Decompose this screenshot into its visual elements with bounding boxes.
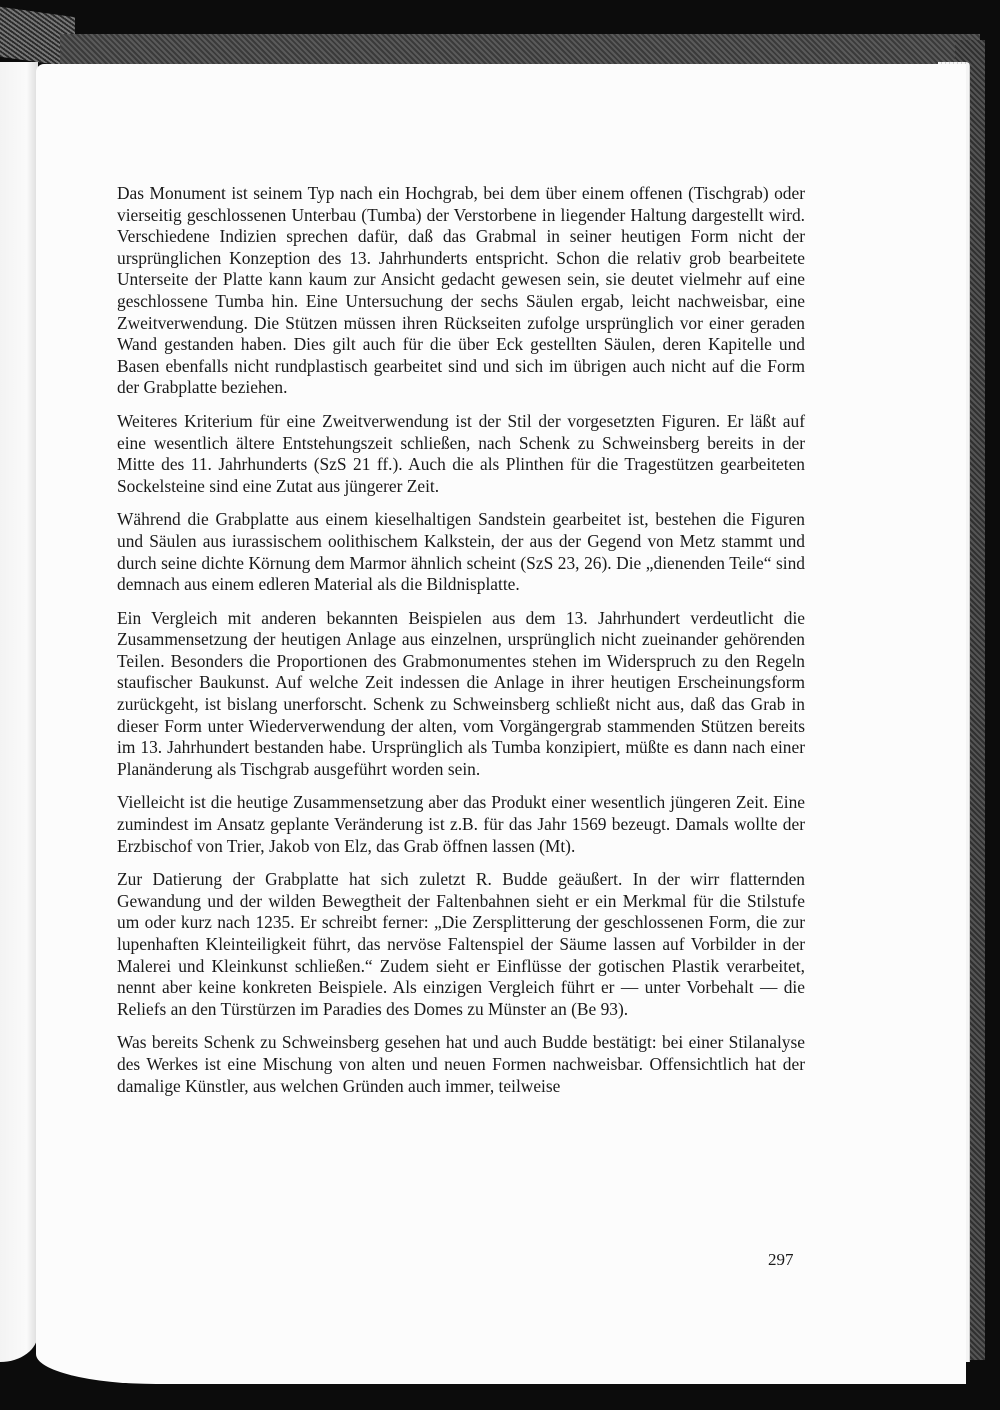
paragraph: Zur Datierung der Grabplatte hat sich zuletzt R. Budde geäußert. In der wirr flatternden Gewandung und der wilden Bewegtheit der Faltenbahnen sieht er ein Merkmal für die Stilstufe um oder kurz nach 1235. Er schreibt ferner: „Die Zersplitterung der geschlossenen Form, die zur lupenhaften Kleinteiligkeit führt, das nervöse Faltenspiel der Säume lassen auf Vorbilder in der Malerei und Kleinkunst schließen.“ Zudem sieht er Einflüsse der gotischen Plastik verarbeitet, nennt aber keine konkreten Beispiele. Als einzigen Vergleich führt er — unter Vorbehalt — die Reliefs an den Türstürzen im Paradies des Domes zu Münster an (Be 93). — [117, 869, 805, 1019]
paragraph: Während die Grabplatte aus einem kieselhaltigen Sandstein gearbeitet ist, bestehen die Figuren und Säulen aus iurassischem oolithischem Kalkstein, der aus der Gegend von Metz stammt und durch seine dichte Körnung dem Marmor ähnlich scheint (SzS 23, 26). Die „dienenden Teile“ sind demnach aus einem edleren Material als die Bildnisplatte. — [117, 509, 805, 595]
paragraph: Das Monument ist seinem Typ nach ein Hochgrab, bei dem über einem offenen (Tischgrab) oder vierseitig geschlossenen Unterbau (Tumba) der Verstorbene in liegender Haltung dargestellt wird. Verschiedene Indizien sprechen dafür, daß das Grabmal in seiner heutigen Form nicht der ursprünglichen Konzeption des 13. Jahrhunderts entspricht. Schon die relativ grob bearbeitete Unterseite der Platte kann kaum zur Ansicht gedacht gewesen sein, sie deutet vielmehr auf eine geschlossene Tumba hin. Eine Untersuchung der sechs Säulen ergab, leicht nachweisbar, eine Zweitverwendung. Die Stützen müssen ihren Rückseiten zufolge ursprünglich vor einer geraden Wand gestanden haben. Dies gilt auch für die über Eck gestellten Säulen, deren Kapitelle und Basen ebenfalls nicht rundplastisch gearbeitet sind und sich im übrigen auch nicht auf die Form der Grabplatte beziehen. — [117, 183, 805, 398]
paragraph: Weiteres Kriterium für eine Zweitverwendung ist der Stil der vorgesetzten Figuren. Er läßt auf eine wesentlich ältere Entstehungszeit schließen, nach Schenk zu Schweinsberg bereits in der Mitte des 11. Jahrhunderts (SzS 21 ff.). Auch die als Plinthen für die Tragestützen gearbeiteten Sockelsteine sind eine Zutat aus jüngerer Zeit. — [117, 410, 805, 496]
paragraph: Ein Vergleich mit anderen bekannten Beispielen aus dem 13. Jahrhundert verdeutlicht die Zusammensetzung der heutigen Anlage aus einzelnen, ursprünglich nicht zueinander gehörenden Teilen. Besonders die Proportionen des Grabmonumentes stehen im Widerspruch zu den Regeln staufischer Baukunst. Auf welche Zeit indessen die Anlage in ihrer heutigen Erscheinungsform zurückgeht, ist bislang unerforscht. Schenk zu Schweinsberg schließt nicht aus, daß das Grab in dieser Form unter Wiederverwendung der alten, vom Vorgängergrab stammenden Stützen bereits im 13. Jahrhundert bestanden habe. Ursprünglich als Tumba konzipiert, müßte es dann nach einer Planänderung als Tischgrab ausgeführt worden sein. — [117, 607, 805, 779]
facing-page-edge — [0, 62, 38, 1362]
book-cover-edge-top — [60, 34, 980, 64]
paragraph: Vielleicht ist die heutige Zusammensetzung aber das Produkt einer wesentlich jüngeren Zeit. Eine zumindest im Ansatz geplante Veränderung ist z.B. für das Jahr 1569 bezeugt. Damals wollte der Erzbischof von Trier, Jakob von Elz, das Grab öffnen lassen (Mt). — [117, 792, 805, 856]
paragraph: Was bereits Schenk zu Schweinsberg gesehen hat und auch Budde bestätigt: bei einer Stilanalyse des Werkes ist eine Mischung von alten und neuen Formen nachweisbar. Offensichtlich hat der damalige Künstler, aus welchen Gründen auch immer, teilweise — [117, 1032, 805, 1096]
body-text — [117, 183, 805, 1109]
page-number: 297 — [768, 1250, 794, 1269]
